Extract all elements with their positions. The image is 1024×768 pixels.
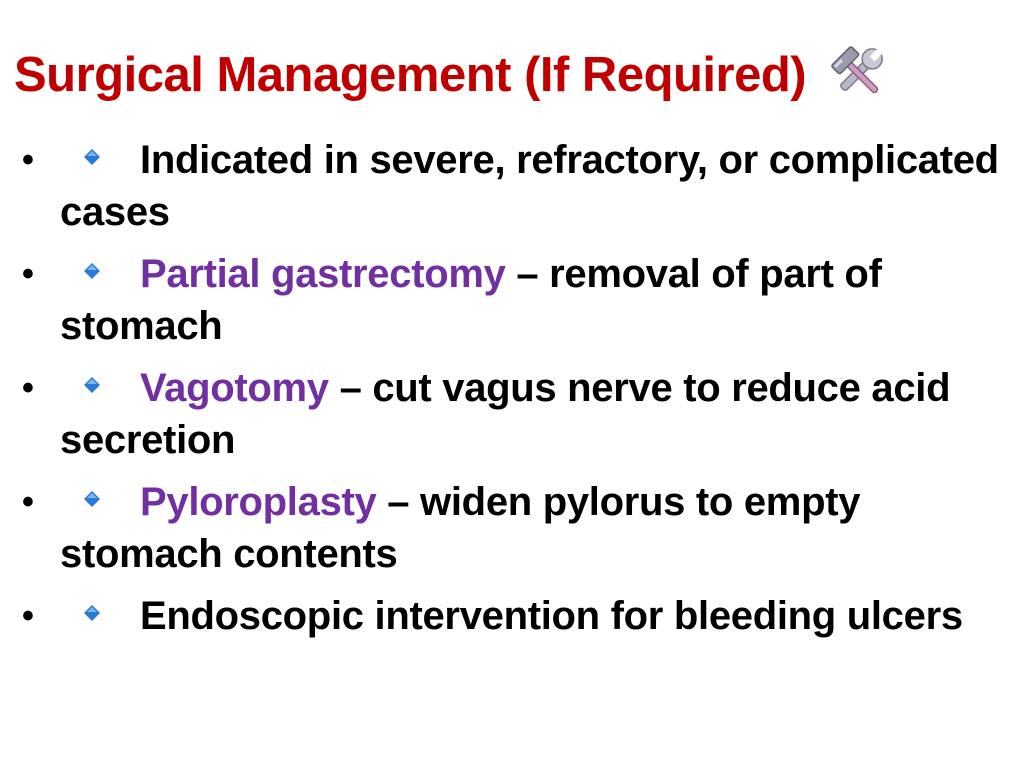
bullet-text: – widen pylorus to empty stomach contents (60, 480, 861, 576)
bullet-text: Indicated in severe, refractory, or complicated cases (60, 138, 999, 234)
slide-title: Surgical Management (If Required) (14, 48, 807, 102)
bullet-dot: • (22, 483, 34, 521)
bullet-item (22, 362, 1002, 466)
title-row (14, 40, 890, 110)
small-blue-diamond-icon (84, 491, 100, 507)
bullet-dot: • (22, 597, 34, 635)
bullet-text: – cut vagus nerve to reduce acid secretion (60, 366, 951, 462)
bullet-term: Pyloroplasty (140, 480, 377, 524)
small-blue-diamond-icon (84, 263, 100, 279)
bullet-term: Partial gastrectomy (140, 252, 506, 296)
bullet-dot: • (22, 255, 34, 293)
bullet-dot: • (22, 369, 34, 407)
hammer-and-wrench-icon (826, 41, 890, 105)
bullet-item (22, 476, 1002, 580)
small-blue-diamond-icon (84, 149, 100, 165)
small-blue-diamond-icon (84, 377, 100, 393)
bullet-item (22, 248, 1002, 352)
bullet-term: Vagotomy (140, 366, 329, 410)
small-blue-diamond-icon (84, 605, 100, 621)
bullet-item (22, 590, 1002, 642)
bullet-text: Endoscopic intervention for bleeding ulcers (140, 594, 963, 638)
bullet-text: – removal of part of stomach (60, 252, 882, 348)
bullet-item (22, 134, 1002, 238)
bullet-list (22, 134, 1002, 652)
bullet-dot: • (22, 141, 34, 179)
